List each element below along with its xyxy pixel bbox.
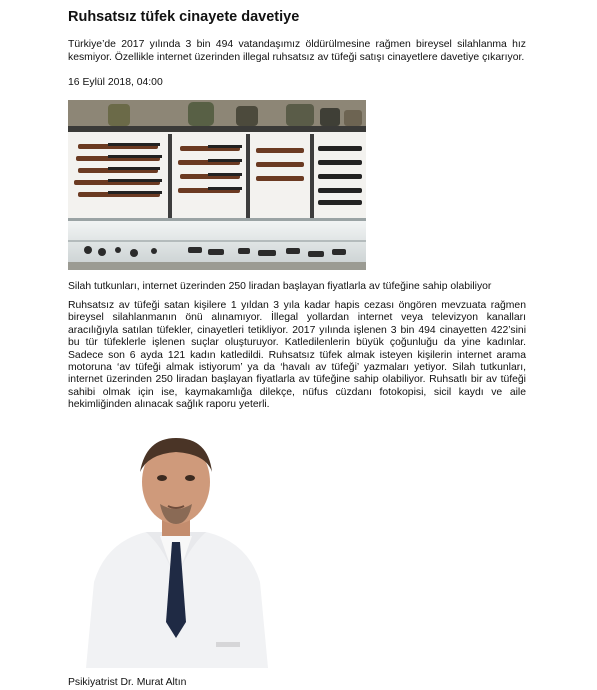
article-lead: Türkiye’de 2017 yılında 3 bin 494 vatandaşımız öldürülmesine rağmen bireysel silahlanma hız kesmiyor. Özellikle internet üzerinden illegal ruhsatsız av tüfeği satışı cinayetlere davetiye çıkarıyor. — [68, 39, 526, 63]
gun-shop-image — [68, 100, 366, 270]
article — [68, 0, 526, 688]
article-body: Ruhsatsız av tüfeği satan kişilere 1 yıldan 3 yıla kadar hapis cezası öngören mevzuata rağmen bireysel silahlanmanın önü alınamıyor. İllegal yollardan internet veya televizyon kanalları aracılığıyla satılan tüfekler, cinayetleri tetikliyor. 2017 yılında işlenen 3 bin 494 cinayetten 422’sini bu tür tüfeklerle işlenen suçlar oluşturuyor. Katledilenlerin büyük çoğunluğu da yine kadınlar. Sadece son 6 ayda 121 kadın katledildi. Ruhsatsız tüfek almak isteyen kişilerin internet arama motoruna ‘av tüfeği almak istiyorum’ ya da ‘havalı av tüfeği’ yazmaları yetiyor. Silah tutkunları, internet üzerinden 250 liradan başlayan fiyatlarla av tüfeğine sahip olabiliyor. Ruhsatlı bir av tüfeği sahibi olmak için ise, kaymakamlığa dilekçe, nüfus cüzdanı fotokopisi, sicil kaydı ve aile hekimliğinden alınacak sağlık raporu yeterli. — [68, 300, 526, 411]
portrait-caption: Psikiyatrist Dr. Murat Altın — [68, 677, 187, 688]
gun-shop-photo — [68, 100, 366, 270]
article-date: 16 Eylül 2018, 04:00 — [68, 77, 163, 88]
psychiatrist-portrait-image — [76, 432, 276, 668]
gun-shop-photo-caption: Silah tutkunları, internet üzerinden 250 liradan başlayan fiyatlarla av tüfeğine sahip olabiliyor — [68, 281, 492, 292]
psychiatrist-portrait-photo — [76, 432, 276, 668]
article-title: Ruhsatsız tüfek cinayete davetiye — [68, 9, 300, 25]
